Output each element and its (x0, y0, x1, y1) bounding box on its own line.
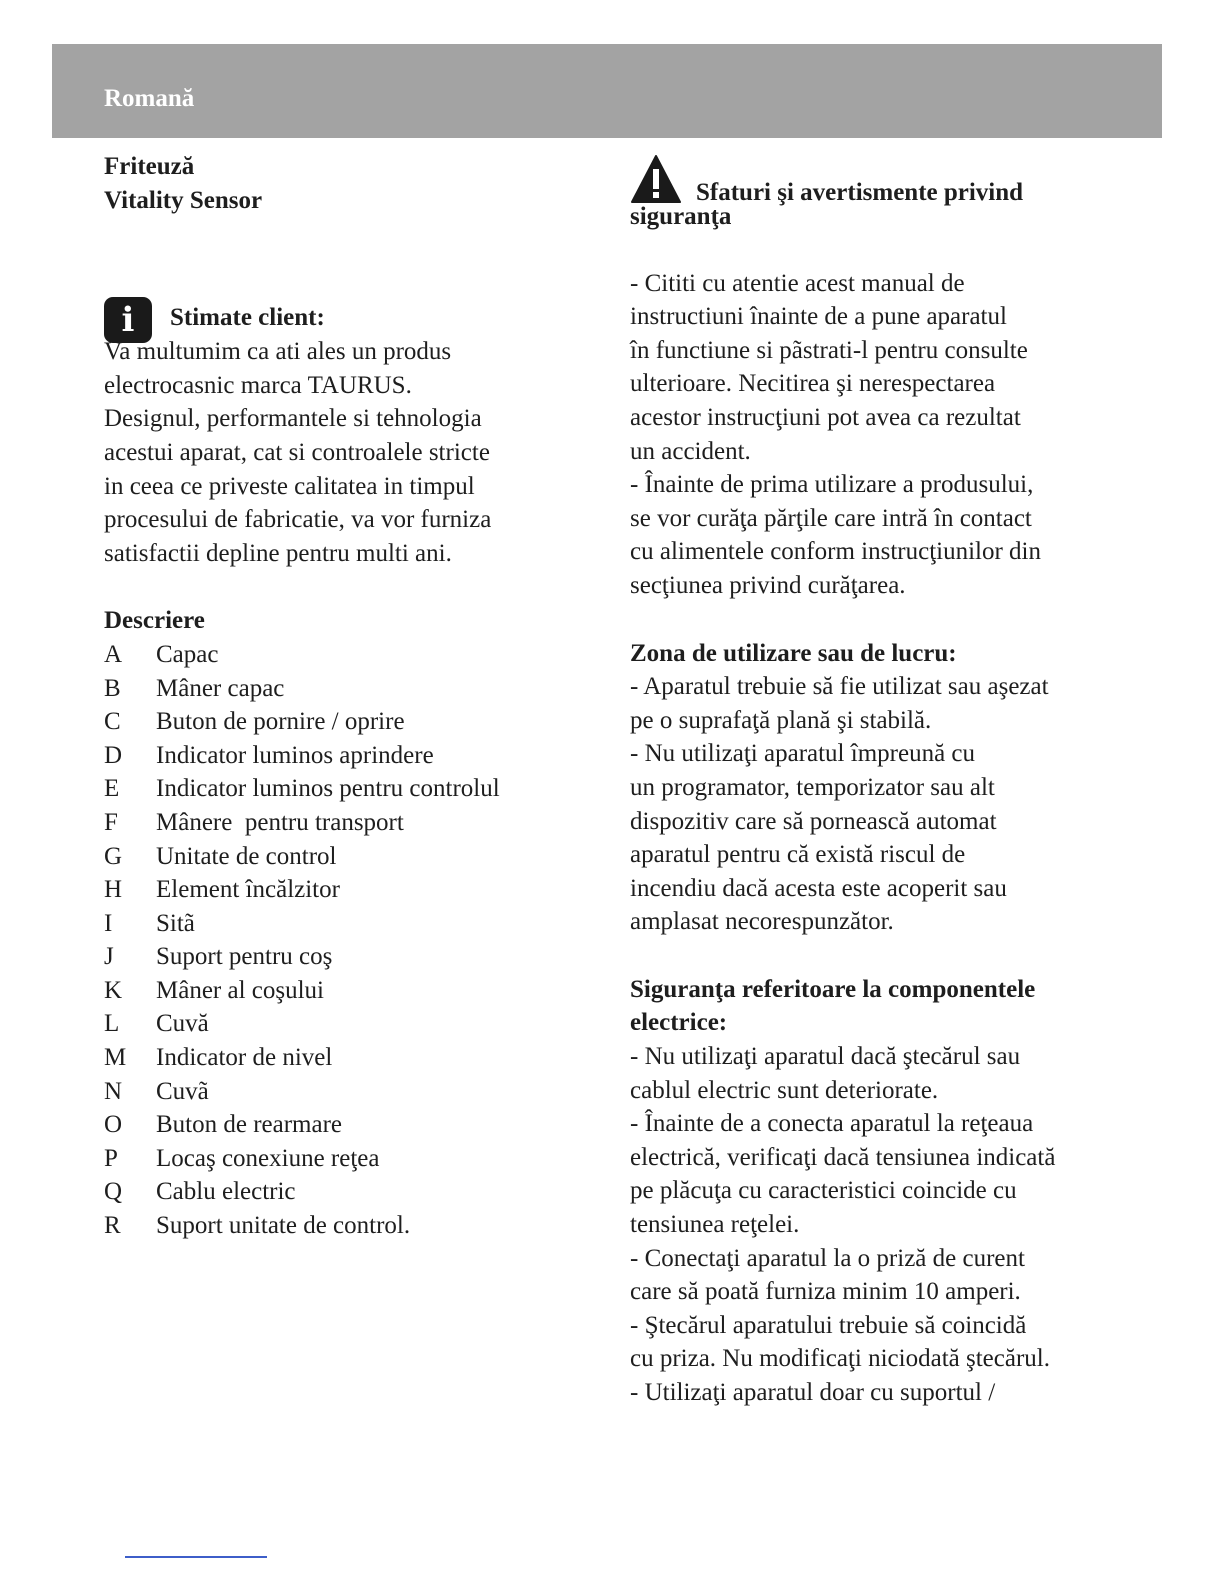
footer-rule (125, 1556, 267, 1558)
part-letter: Q (104, 1178, 123, 1206)
list-item (104, 974, 574, 1008)
electric-line: - Nu utilizaţi aparatul dacă ştecărul sau (630, 1043, 1021, 1071)
zone-line: - Nu utilizaţi aparatul împreună cu (630, 740, 976, 768)
part-label: Mâner capac (156, 674, 285, 702)
left-column (104, 150, 574, 1243)
electric-line: care să poată furniza minim 10 amperi. (630, 1278, 1021, 1306)
part-letter: A (104, 640, 123, 668)
part-letter: H (104, 876, 123, 904)
part-label: Indicator de nivel (156, 1044, 333, 1072)
intro-line: - Înainte de prima utilizare a produsului, (630, 471, 1034, 499)
electric-line: cu priza. Nu modificaţi niciodată ştecărul. (630, 1345, 1050, 1373)
spacer (630, 603, 1130, 637)
electric-title-line2: electrice: (630, 1009, 728, 1037)
intro-line: un accident. (630, 437, 751, 465)
part-letter: M (104, 1044, 127, 1072)
spacer (630, 939, 1130, 973)
part-letter: B (104, 674, 121, 702)
intro-line: în functiune si pãstrati-l pentru consulte (630, 336, 1028, 364)
greeting-paragraph (104, 335, 574, 570)
list-item (104, 806, 574, 840)
part-label: Mâner al coşului (156, 976, 325, 1004)
electric-line: - Înainte de a conecta aparatul la reţeaua (630, 1110, 1034, 1138)
list-item (104, 907, 574, 941)
description-title: Descriere (104, 607, 205, 635)
part-label: Cuvã (156, 1077, 209, 1105)
part-letter: R (104, 1212, 121, 1240)
parts-list (104, 638, 574, 1243)
intro-line: secţiunea privind curăţarea. (630, 571, 906, 599)
safety-heading (630, 154, 1130, 206)
intro-line: acestor instrucţiuni pot avea ca rezultat (630, 403, 1021, 431)
list-item (104, 638, 574, 672)
electric-paragraph (630, 1040, 1130, 1410)
safety-title-line2: siguranţa (630, 203, 732, 230)
greeting-line: satisfactii depline pentru multi ani. (104, 539, 452, 567)
part-letter: C (104, 708, 121, 736)
part-letter: G (104, 842, 123, 870)
part-letter: K (104, 976, 123, 1004)
list-item (104, 739, 574, 773)
electric-line: cablul electric sunt deteriorate. (630, 1076, 939, 1104)
part-letter: P (104, 1144, 118, 1172)
part-label: Element încălzitor (156, 876, 340, 904)
zone-title: Zona de utilizare sau de lucru: (630, 639, 957, 667)
part-letter: O (104, 1111, 123, 1139)
list-item (104, 940, 574, 974)
list-item (104, 840, 574, 874)
part-letter: D (104, 741, 123, 769)
zone-line: pe o suprafaţă plană şi stabilă. (630, 706, 932, 734)
electric-line: - Ştecărul aparatului trebuie să coincidă (630, 1311, 1027, 1339)
part-letter: L (104, 1010, 120, 1038)
product-name: Friteuză (104, 153, 195, 180)
intro-line: cu alimentele conform instrucţiunilor din (630, 538, 1041, 566)
intro-paragraph (630, 267, 1130, 603)
greeting-line: in ceea ce priveste calitatea in timpul (104, 472, 475, 500)
part-label: Buton de pornire / oprire (156, 708, 405, 736)
list-item (104, 772, 574, 806)
part-label: Locaş conexiune reţea (156, 1144, 380, 1172)
safety-title-line1: Sfaturi şi avertismente privind (696, 179, 1024, 206)
list-item (104, 1175, 574, 1209)
part-letter: I (104, 909, 113, 937)
list-item (104, 873, 574, 907)
part-label: Suport pentru coş (156, 943, 333, 971)
greeting-heading (104, 297, 574, 341)
greeting-line: Designul, performantele si tehnologia (104, 405, 482, 433)
spacer (630, 234, 1130, 267)
part-letter: N (104, 1077, 123, 1105)
list-item (104, 1007, 574, 1041)
list-item (104, 705, 574, 739)
part-label: Capac (156, 640, 219, 668)
zone-line: - Aparatul trebuie să fie utilizat sau aşezat (630, 673, 1049, 701)
greeting-title: Stimate client: (170, 304, 325, 332)
part-letter: F (104, 808, 118, 836)
part-label: Cablu electric (156, 1178, 296, 1206)
greeting-line: acestui aparat, cat si controalele stricte (104, 438, 490, 466)
part-label: Cuvă (156, 1010, 209, 1038)
list-item (104, 1108, 574, 1142)
part-letter: E (104, 775, 120, 803)
electric-title-line1: Siguranţa referitoare la componentele (630, 975, 1036, 1003)
right-column (630, 154, 1130, 1410)
intro-line: - Cititi cu atentie acest manual de (630, 269, 965, 297)
zone-paragraph (630, 670, 1130, 939)
part-label: Mânere pentru transport (156, 808, 404, 836)
part-label: Unitate de control (156, 842, 337, 870)
part-letter: J (104, 943, 114, 971)
electric-line: - Conectaţi aparatul la o priză de curent (630, 1244, 1025, 1272)
list-item (104, 1075, 574, 1109)
spacer (104, 217, 574, 297)
part-label: Indicator luminos pentru controlul (156, 775, 500, 803)
part-label: Suport unitate de control. (156, 1212, 411, 1240)
intro-line: instructiuni înainte de a pune aparatul (630, 303, 1007, 331)
part-label: Buton de rearmare (156, 1111, 343, 1139)
zone-line: incendiu dacă acesta este acoperit sau (630, 874, 1007, 902)
warning-icon (630, 154, 682, 204)
list-item (104, 1041, 574, 1075)
product-model: Vitality Sensor (104, 186, 263, 214)
greeting-line: electrocasnic marca TAURUS. (104, 371, 412, 399)
language-header-band (52, 44, 1162, 138)
info-icon: i (104, 297, 152, 343)
electric-line: - Utilizaţi aparatul doar cu suportul / (630, 1379, 996, 1406)
zone-line: amplasat necorespunzător. (630, 908, 894, 936)
list-item (104, 1209, 574, 1243)
list-item (104, 1142, 574, 1176)
intro-line: se vor curăţa părţile care intră în contact (630, 504, 1032, 532)
greeting-line: Va multumim ca ati ales un produs (104, 338, 452, 366)
electric-line: pe plăcuţa cu caracteristici coincide cu (630, 1177, 1017, 1205)
electric-line: electrică, verificaţi dacă tensiunea indicată (630, 1143, 1056, 1171)
zone-line: un programator, temporizator sau alt (630, 773, 995, 801)
zone-line: aparatul pentru că există riscul de (630, 841, 966, 869)
list-item (104, 672, 574, 706)
electric-line: tensiunea reţelei. (630, 1211, 800, 1239)
intro-line: ulterioare. Necitirea şi nerespectarea (630, 370, 996, 398)
spacer (104, 570, 574, 604)
greeting-line: procesului de fabricatie, va vor furniza (104, 506, 492, 534)
part-label: Indicator luminos aprindere (156, 741, 434, 769)
zone-line: dispozitiv care să pornească automat (630, 807, 997, 835)
language-label: Romană (104, 85, 195, 112)
part-label: Sitã (156, 909, 195, 937)
